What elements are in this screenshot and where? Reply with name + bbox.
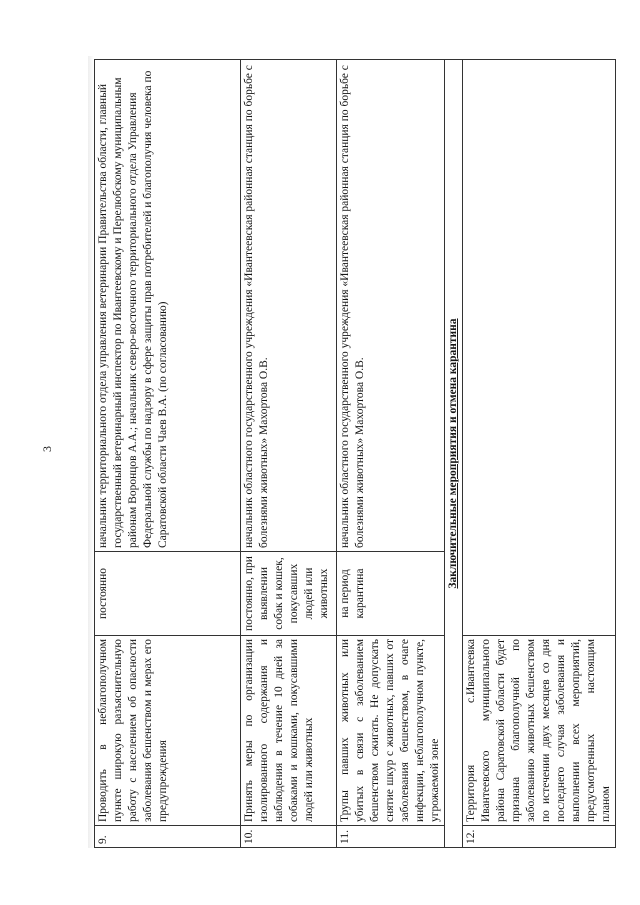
table-row — [95, 60, 241, 848]
row-action: Территория с.Ивантеевка Ивантеевского муниципального района Саратовской области будет признана благополучной по заболеванию животных бешенством по истечении двух месяцев со дня последнего случая заболевания и выполнении всех мероприятий, предусмотренных настоящим планом — [463, 636, 616, 826]
row-action: Принять меры по организации изолированного содержания и наблюдения в течение 10 дней за собаками и кошками, покусавшими людей или животных — [241, 636, 337, 826]
row-term: на период карантина — [337, 552, 445, 636]
table-row — [337, 60, 445, 848]
row-action: Проводить в неблагополучном пункте широкую разъяснительную работу с населением об опасности заболевания бешенством и мерах его предупреждения — [95, 636, 241, 826]
section-heading: Заключительные мероприятия и отмена карантина — [445, 60, 463, 848]
row-number: 12. — [463, 826, 616, 848]
row-number: 10. — [241, 826, 337, 848]
row-responsible: начальник областного государственного учреждения «Ивантеевская районная станция по борьбе с болезнями животных» Махортова О.В. — [337, 60, 445, 552]
table-row — [241, 60, 337, 848]
row-number: 11. — [337, 826, 445, 848]
plan-table — [94, 59, 616, 848]
row-responsible: начальник территориального отдела управления ветеринарии Правительства области, главный государственный ветеринарный инспектор по Ивантеевскому и Перелюбскому муниципальным районам Воронцов А.А.; начальник северо-восточного территориального отдела Управления Федеральной службы по надзору в сфере защиты прав потребителей и благополучия человека по Саратовской области Чаев В.А. (по согласованию) — [95, 60, 241, 552]
row-empty-cell — [463, 60, 616, 636]
row-term: постоянно — [95, 552, 241, 636]
row-number: 9. — [95, 826, 241, 848]
table-row — [463, 60, 616, 848]
row-term: постоянно, при выявлении собак и кошек, покусавших людей или животных — [241, 552, 337, 636]
page-number: 3 — [40, 446, 54, 452]
rotated-page-content — [94, 60, 612, 848]
section-heading-row — [445, 60, 463, 848]
row-action: Трупы павших животных или убитых в связи с заболеванием бешенством сжигать. Не допускать снятие шкур с животных, павших от заболевания бешенством, в очаге инфекции, неблагополучном пункте, угрожаемой зоне — [337, 636, 445, 826]
row-responsible: начальник областного государственного учреждения «Ивантеевская районная станция по борьбе с болезнями животных» Махортова О.В. — [241, 60, 337, 552]
